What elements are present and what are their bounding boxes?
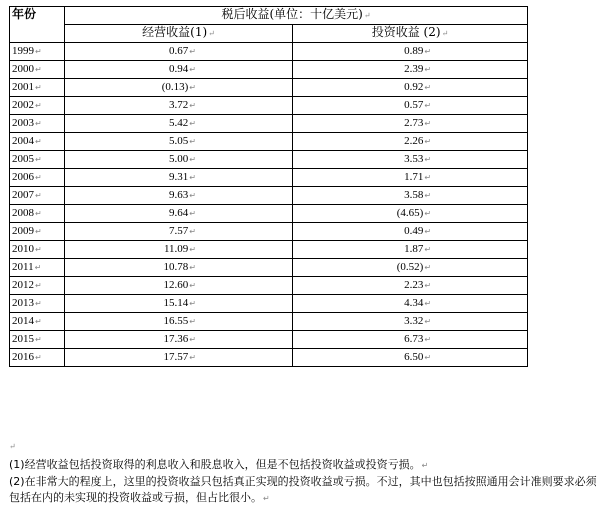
operating-earnings-cell: 10.78↵ — [65, 259, 293, 277]
investment-earnings-cell: 1.87↵ — [293, 241, 528, 259]
year-cell: 2000↵ — [10, 61, 65, 79]
year-cell: 2008↵ — [10, 205, 65, 223]
table-row — [10, 259, 528, 277]
year-cell: 2004↵ — [10, 133, 65, 151]
investment-earnings-cell: 2.73↵ — [293, 115, 528, 133]
investment-earnings-cell: (0.52)↵ — [293, 259, 528, 277]
operating-earnings-cell: 7.57↵ — [65, 223, 293, 241]
operating-earnings-cell: 15.14↵ — [65, 295, 293, 313]
earnings-table — [9, 6, 528, 367]
investment-earnings-cell: 6.73↵ — [293, 331, 528, 349]
year-cell: 2002↵ — [10, 97, 65, 115]
investment-earnings-cell: 0.89↵ — [293, 43, 528, 61]
table-row — [10, 133, 528, 151]
operating-earnings-cell: 9.64↵ — [65, 205, 293, 223]
header-operating: 经营收益(1)↵ — [65, 25, 293, 43]
table-row — [10, 241, 528, 259]
table-row — [10, 115, 528, 133]
table-row — [10, 313, 528, 331]
operating-earnings-cell: 11.09↵ — [65, 241, 293, 259]
year-cell: 2003↵ — [10, 115, 65, 133]
table-subheader-row — [10, 25, 528, 43]
year-cell: 2005↵ — [10, 151, 65, 169]
year-cell: 2010↵ — [10, 241, 65, 259]
table-row — [10, 205, 528, 223]
year-cell: 2013↵ — [10, 295, 65, 313]
year-cell: 1999↵ — [10, 43, 65, 61]
year-cell: 2016↵ — [10, 349, 65, 367]
operating-earnings-cell: 9.31↵ — [65, 169, 293, 187]
operating-earnings-cell: 12.60↵ — [65, 277, 293, 295]
year-cell: 2014↵ — [10, 313, 65, 331]
header-main: 税后收益(单位：十亿美元)↵ — [65, 7, 528, 25]
operating-earnings-cell: 17.57↵ — [65, 349, 293, 367]
year-cell: 2001↵ — [10, 79, 65, 97]
table-row — [10, 187, 528, 205]
operating-earnings-cell: 17.36↵ — [65, 331, 293, 349]
investment-earnings-cell: 2.39↵ — [293, 61, 528, 79]
operating-earnings-cell: 5.00↵ — [65, 151, 293, 169]
investment-earnings-cell: 3.53↵ — [293, 151, 528, 169]
table-row — [10, 169, 528, 187]
investment-earnings-cell: 0.49↵ — [293, 223, 528, 241]
investment-earnings-cell: 4.34↵ — [293, 295, 528, 313]
investment-earnings-cell: 1.71↵ — [293, 169, 528, 187]
year-cell: 2009↵ — [10, 223, 65, 241]
investment-earnings-cell: 2.23↵ — [293, 277, 528, 295]
paragraph-mark: ↵ — [9, 442, 16, 451]
year-cell: 2011↵ — [10, 259, 65, 277]
table-header-row — [10, 7, 528, 25]
footnotes — [9, 457, 597, 507]
year-cell: 2015↵ — [10, 331, 65, 349]
table-row — [10, 79, 528, 97]
year-cell: 2006↵ — [10, 169, 65, 187]
table-row — [10, 349, 528, 367]
operating-earnings-cell: 5.42↵ — [65, 115, 293, 133]
investment-earnings-cell: 3.58↵ — [293, 187, 528, 205]
table-row — [10, 43, 528, 61]
table-row — [10, 295, 528, 313]
header-year: 年份 — [10, 7, 65, 43]
footnote-1: (1)经营收益包括投资取得的利息收入和股息收入，但是不包括投资收益或投资亏损。↵ — [9, 458, 429, 471]
footnote-2: (2)在非常大的程度上，这里的投资收益只包括真正实现的投资收益或亏损。不过，其中也包括按照通用会计准则要求必须包括在内的未实现的投资收益或亏损，但占比很小。↵ — [9, 475, 597, 504]
operating-earnings-cell: 3.72↵ — [65, 97, 293, 115]
operating-earnings-cell: 0.67↵ — [65, 43, 293, 61]
operating-earnings-cell: 16.55↵ — [65, 313, 293, 331]
table-row — [10, 61, 528, 79]
investment-earnings-cell: 3.32↵ — [293, 313, 528, 331]
operating-earnings-cell: 9.63↵ — [65, 187, 293, 205]
year-cell: 2007↵ — [10, 187, 65, 205]
table-row — [10, 277, 528, 295]
year-cell: 2012↵ — [10, 277, 65, 295]
table-row — [10, 223, 528, 241]
header-investment: 投资收益 (2)↵ — [293, 25, 528, 43]
table-row — [10, 151, 528, 169]
investment-earnings-cell: 2.26↵ — [293, 133, 528, 151]
operating-earnings-cell: 0.94↵ — [65, 61, 293, 79]
operating-earnings-cell: 5.05↵ — [65, 133, 293, 151]
table-row — [10, 331, 528, 349]
operating-earnings-cell: (0.13)↵ — [65, 79, 293, 97]
investment-earnings-cell: 6.50↵ — [293, 349, 528, 367]
investment-earnings-cell: 0.92↵ — [293, 79, 528, 97]
table-row — [10, 97, 528, 115]
investment-earnings-cell: (4.65)↵ — [293, 205, 528, 223]
investment-earnings-cell: 0.57↵ — [293, 97, 528, 115]
